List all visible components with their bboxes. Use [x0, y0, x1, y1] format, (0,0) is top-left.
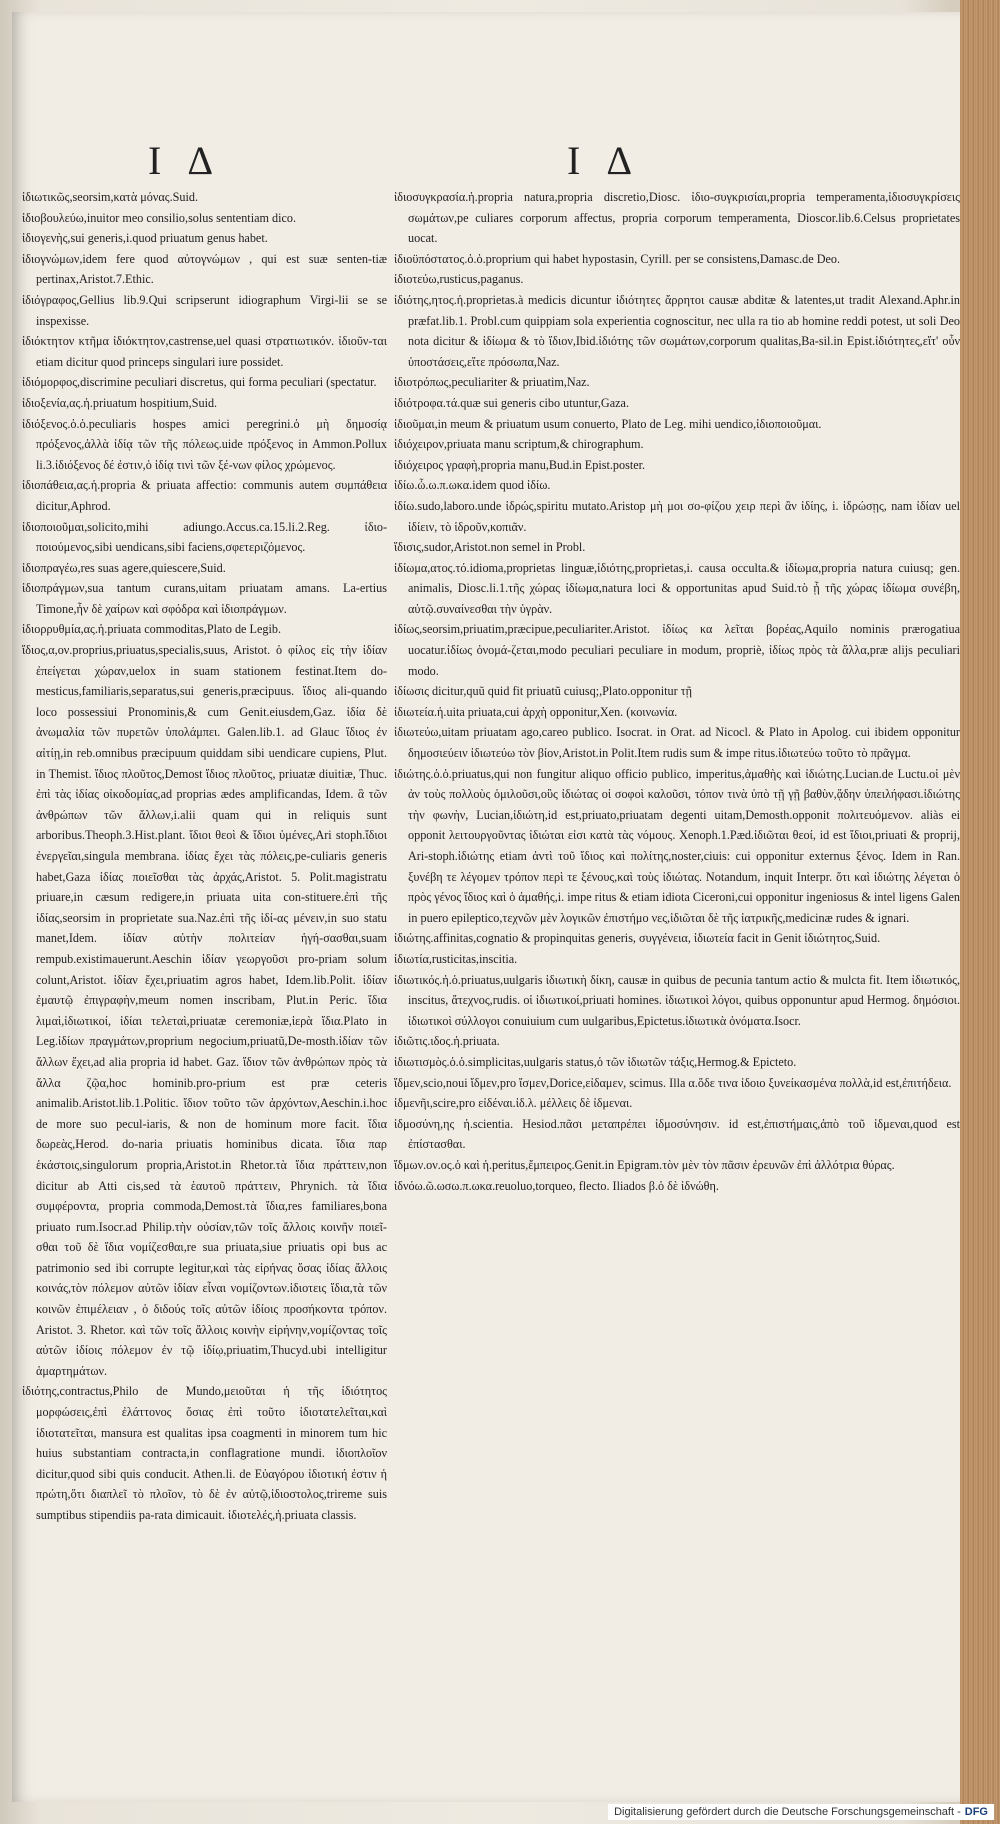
dictionary-entry: ἰδίωσις dicitur,quũ quid fit priuatũ cuiusq;,Plato.opponitur τῇ: [394, 684, 692, 699]
dictionary-entry: ἰδιοτρόπως,peculiariter & priuatim,Naz.: [394, 375, 590, 390]
right-column: [394, 187, 960, 1617]
dictionary-entry: ἰδιοϋπόστατος.ὁ.ὁ.proprium qui habet hypostasin, Cyrill. per se consistens,Damasc.de Deo.: [394, 251, 841, 266]
dictionary-entry: ἰδιώτης.ὁ.ὁ.priuatus,qui non fungitur aliquo officio publico, imperitus,ἀμαθὴς καὶ ἰδιώτης.Lucian.de Luctu.οἱ μὲν ἀν τοὺς πολλοὺς ὁμιλοῦσι,οὓς ἰδιώτας οἱ σοφοὶ καλοῦσι, τόπον τινὰ ὑπὸ τῇ γῇ βαθὺν,ᾅδην ὑπειλήφασι.ἰδιώτης τὴν φωνὴν, Lucian,ἰδιώτη,id est,priuato,priuatam degenti uitam,Demosth.opponit πολιτευόμενον. aliàs ei opponit λειτουργοῦντας ἰδιώται εἰσι κατὰ τὰς νόμους. Xenoph.1.Pæd.ἰδιῶται θεοί, id est ἴδιοι,priuati & proprij, Ari-stoph.ἰδιώτης etiam ἀντὶ τοῦ ἴδιος καὶ πολίτης,noster,ciuis: cui opponitur externus ξένος. Idem in Ran. ξυνέβη τε λέγομεν τρόπον περὶ τε ξένους,καὶ τοὺς ἰδιώτας. Notandum, inquit Interpr. ὅτι καὶ ἰδιώτης λέγεται ὁ πρὸς γένος ἴδιος καὶ ὁ ἀμαθής,i. impe ritus & etiam idiota Ciceroni,cui opponitur ingeniosus & intel ligens Galen in puero epileptico,τεχνῶν μὲν λογικῶν ἐπιστήμο νες,ἰδιῶται δὲ τῆς ἰατρικῆς,medicinæ rudes & ignari.: [394, 766, 960, 925]
dictionary-entry: ἴδιος,α,ον.proprius,priuatus,specialis,suus, Aristot. ὁ φίλος εἰς τὴν ἰδίαν ἐπείγεται χώραν,uelox in suam stationem festinat.Item do-mesticus,familiaris,separatus,sui generis,præcipuus. ἴδιος ali-quando loco possessiui Pronominis,& cum Genit.eiusdem,Gaz. ἰδία δὲ ἀνωμαλία τῶν πυρετῶν ὑπολάμπει. Galen.lib.1. ad Glauc ἴδιος ἐν αἰτίῃ,in reb.omnibus præcipuum quiddam sibi uendicare cupiens, Plut. in Themist. ἴδιος πλοῦτος,Demost ἴδιος πλοῦτος, priuatæ diuitiæ, Thuc. ἐπὶ τὰς ἰδίας οἰκοδομίας,ad proprias ædes amplificandas, Idem. ἃ τῶν ἀνθρώπων τῶν ἄλλων,i.alii quam qui in reliquis sunt arboribus.Theoph.3.Hist.plant. ἴδιοι θεοὶ & ἴδιοι ὑμένες,Ari stoph.ἴδιοι ἐνεργεῖαι,singula membrana. ἰδίας ἔχει τὰς πόλεις,pe-culiaris generis habet,Gaza ἰδίας ποιεῖσθαι τὰς ἀρχάς,Aristot. 5. Polit.magistratu priuare,in cæsum redigere,in priuata uita con-stituere.ἐπὶ τῆς ἰδίας,seorsim in proprietate sua.Naz.ἐπὶ τῆς ἰδί-ας μένειν,in suo statu manet,Idem. ἰδίαν αὐτὴν πολιτείαν ἡγή-σασθαι,suam rempub.existimauerunt.Aeschin ἰδίαν γεωργοῦσι pro-priam solum colunt,Aristot. ἰδίαν ἔχει,priuatim agros habet, Idem.lib.Polit. ἰδίαν ἐμαυτῷ ἐπιγραφὴν,meum nomen inscribam, Plut.in Peric. ἴδια λιμαὶ,ἰδιωτικοί, ἰδίαι τελεταὶ,priuatæ ceremoniæ,ἱερὰ ἴδια.Plato in Leg.ἰδίων πραγμάτων,proprium negocium,priuatũ,De-mosth.ἰδίαν τῶν ἄλλων ἔχει,ad alia propria id habet. Gaz. ἴδιον τῶν ἀνθρώπων πρὸς τὰ ἄλλα ζῷα,hoc hominib.pro-prium est præ ceteris animalib.Aristot.lib.1.Politic. ἴδιον τοῦτο τῶν ἀρχόντων,Aeschin.i.hoc de more suo pecul-iaris, & non de hominum more facit. ἴδια δωρεὰς,Herod. do-naria priuatis hominibus dicata. ἴδια παρ ἑκάστοις,singulorum propria,Aristot.in Rhetor.τὰ ἴδια πράττειν,non dicitur ab Atti cis,sed τὰ ἑαυτοῦ πράττειν, Phrynich. τὰ ἴδια συμφέροντα, propria commoda,Demost.τὰ ἴδια,res familiares,bona priuato rum.Isocr.ad Philip.τὴν οὐσίαν,τῶν τοῖς ἄλλοις κοινῆν ποιεῖ-σθαι τοῦ δὲ ἴδια νομίζεσθαι,re sua priuata,siue priuatis opi bus ac patrimonio sed ibi corrupte legitur,καὶ τὰς εἰρήνας ὅσας ἰδίας ἄλλοις κοινάς,τὸν πόλεμον αὐτῶν ἰδίαν εἶναι νομίζοντων.ἰδιοτεις ἴδια,τὰ τῶν κοινῶν ἐπιμέλειαν , ὁ διδούς τοῖς αὐτῶν ἰδίοις προσήκοντα τρόπον. Aristot. 3. Rhetor. καὶ τῶν τοῖς ἄλλοις κοινὴν εἰρήνην,νομίζοντας τοῖς αὐτῶν ἰδίοις πόλεμον ἐν τῷ ἰδίῳ,priuatim,Thucyd.ubi intelligitur ἁμαρτημάτων.: [22, 643, 387, 1378]
dictionary-entry: ἰδίωμα,ατος.τό.idioma,proprietas linguæ,ἰδιότης,proprietas,i. causa occulta.& ἰδίωμα,propria natura cuiusq; gen. animalis, Diosc.li.1.τῆς χώρας ἰδίωμα,natura loci & opportunitas apud Suid.τὸ ᾗ τῆς χώρας ἰδίωμα συνέβη, αὐτῷ.συναίνεσθαι τὴν ὑγρὰν.: [394, 560, 960, 616]
running-head-left: I Δ: [148, 138, 222, 183]
dictionary-entry: ἴδμεν,scio,noui ἴδμεν,pro ἴσμεν,Dorice,εἰδαμεν, scimus. Illa α.ὅδε τινα ἰδοιο ξυνείκασμένα πολλὰ,id est,ἐπιτήδεια.: [394, 1075, 952, 1090]
book-page: [12, 12, 960, 1802]
dictionary-entry: ἰδιόχειρος γραφὴ,propria manu,Bud.in Epist.poster.: [394, 457, 646, 472]
dictionary-entry: ἰδιωτία,rusticitas,inscitia.: [394, 951, 518, 966]
book-fore-edge: [960, 0, 1000, 1824]
dictionary-entry: ἰδιοπραγέω,res suas agere,quiescere,Suid.: [22, 560, 226, 575]
dictionary-entry: ἰδίως,seorsim,priuatim,præcipue,peculiariter.Aristot. ἰδίως κα λεῖται βορέας,Aquilo nominis prærogatiua uocatur.ἰδίως ὀνομά-ζεται,modo peculiari peculiare in modum, propriè, ἰδίως πρὸς τὰ ἄλλα,præ alijs peculiari modo.: [394, 622, 960, 678]
dictionary-entry: ἰδιογνώμων,idem fere quod αὐτογνώμων , qui est suæ senten-tiæ pertinax,Aristot.7.Ethic.: [22, 251, 387, 287]
dictionary-entry: ἰδιῶτις.ιδος.ἡ.priuata.: [394, 1034, 500, 1049]
dictionary-entry: ἰδιοτεύω,rusticus,paganus.: [394, 272, 524, 287]
footer-text: Digitalisierung gefördert durch die Deutsche Forschungsgemeinschaft -: [614, 1806, 961, 1818]
dictionary-entry: ἰδιότροφα.τά.quæ sui generis cibo utuntur,Gaza.: [394, 395, 630, 410]
dictionary-entry: ἰδιόμορφος,discrimine peculiari discretus, qui forma peculiari (spectatur.: [22, 375, 377, 390]
dictionary-entry: ἰδιοξενία,ας.ἡ.priuatum hospitium,Suid.: [22, 395, 218, 410]
dictionary-entry: ἰδιοσυγκρασία.ἡ.propria natura,propria discretio,Diosc. ἰδιο-συγκρισίαι,propria temperamenta,ἰδιοσυγκρίσεις σωμάτων,pe culiares corporum affectus, propria corporum temperamenta, Dioscor.lib.6.Celsus proprietates uocat.: [394, 190, 960, 246]
dictionary-entry: ἴδμων.ον.ος.ὁ καὶ ἡ.peritus,ἔμπειρος.Genit.in Epigram.τὸν μὲν τὸν πᾶσιν ἐρευνῶν ἐπὶ ἀλλότρια θύρας.: [394, 1157, 895, 1172]
dictionary-entry: ἰδιωτεύω,uitam priuatam ago,careo publico. Isocrat. in Orat. ad Nicocl. & Plato in Apolog. cui ibidem opponitur δημοσιεύειν ἰδιωτεύω τὸν βίον,Aristot.in Polit.Item rudis sum & impe ritus.ἰδιωτεύω τοῦτο τὸ πρᾶγμα.: [394, 725, 960, 761]
running-head-right: I Δ: [567, 138, 641, 183]
dictionary-entry: ἰδιώτης.affinitas,cognatio & propinquitas generis, συγγένεια, ἰδιωτεία facit in Genit ἰδιώτητος,Suid.: [394, 931, 881, 946]
dictionary-entry: ἰδιόκτητον κτῆμα ἰδιόκτητον,castrense,uel quasi στρατιωτικόν. ἰδιοῦν-ται etiam dicitur quod princeps singulari iure possidet.: [22, 334, 387, 369]
dictionary-entry: ἰδιοπράγμων,sua tantum curans,uitam priuatam amans. La-ertius Timone,ἦν δὲ χαίρων καὶ σφόδρα καὶ ἰδιοπράγμων.: [22, 581, 387, 616]
dictionary-entry: ἰδιότης,ητος.ἡ.proprietas.à medicis dicuntur ἰδιότητες ἄρρητοι causæ abditæ & latentes,ut tradit Alexand.Aphr.in præfat.lib.1. Probl.cum quippiam sola experientia cognoscitur, nec ulla ra tio ab homine reddi potest, ut soli Deo nota dicitur & ἰδίωμα & τὸ ἴδιον,Ibid.ἰδιότης τῶν σωμάτων,corporum qualitas,Ba-sil.in Epist.ἰδιότητες,εἴτ' οὖν ὑποστάσεις,εἴτε πρόσωπα,Naz.: [394, 292, 960, 369]
funding-footer: [608, 1804, 994, 1820]
dictionary-entry: ἰδιοβουλεύω,inuitor meo consilio,solus sententiam dico.: [22, 210, 297, 225]
dictionary-entry: ἰδιοῦμαι,in meum & priuatum usum conuerto, Plato de Leg. mihi uendico,ἰδιοποιοῦμαι.: [394, 416, 822, 431]
dfg-logo: DFG: [964, 1806, 988, 1818]
dictionary-entry: ἰδμοσύνη,ης ἡ.scientia. Hesiod.πᾶσι μεταπρέπει ἰδμοσύνησιν. id est,ἐπιστήμαις,ἀπὸ τοῦ ἰδμεναι,quod est ἐπίστασθαι.: [394, 1116, 960, 1152]
dictionary-entry: ἰδμενῆι,scire,pro εἰδέναι.ἰδ.λ. μέλλεις δὲ ἰδμεναι.: [394, 1096, 633, 1111]
dictionary-entry: ἰδιωτισμὸς.ὁ.ὁ.simplicitas,uulgaris status,ὁ τῶν ἰδιωτῶν τάξις,Hermog.& Epicteto.: [394, 1054, 797, 1069]
dictionary-entry: ἰδνόω.ῶ.ωσω.π.ωκα.reuoluo,torqueo, flecto. Iliados β.ὁ δὲ ἰδνώθη.: [394, 1178, 719, 1193]
dictionary-entry: ἰδιοπάθεια,ας.ἡ.propria & priuata affectio: communis autem συμπάθεια dicitur,Aphrod.: [22, 478, 387, 513]
dictionary-entry: ἴδισις,sudor,Aristot.non semel in Probl.: [394, 540, 586, 555]
dictionary-entry: ἰδιογενὴς,sui generis,i.quod priuatum genus habet.: [22, 231, 268, 246]
dictionary-entry: ἰδιόξενος.ὁ.ὁ.peculiaris hospes amici peregrini.ὁ μὴ δημοσίᾳ πρόξενος,ἀλλὰ ἰδίᾳ τῶν τῆς πόλεως.uide πρόξενος in Ammon.Pollux li.3.ἰδιόξενος δέ ἐστιν,ὁ ἰδίᾳ τινὶ τῶν ξέ-νων φίλος χρώμενος.: [22, 416, 387, 472]
dictionary-entry: ἰδίω.sudo,laboro.unde ἱδρώς,spiritu mutato.Aristop μὴ μοι σο-φίζου χειρ περὶ ἂν ἰδίης, i. ἱδρώσῃς, nam ἰδίαν uel ἰδίειν, τὸ ἱδροῦν,κοπιᾶν.: [394, 498, 960, 534]
dictionary-entry: ἰδιωτικός.ἡ.ὁ.priuatus,uulgaris ἰδιωτικὴ δίκη, causæ in quibus de pecunia tantum actio & mulcta fit. Item ἰδιωτικός, inscitus, ἄτεχνος,rudis. οἱ ἰδιωτικοί,priuati homines. ἰδιωτικοὶ λόγοι, quibus opponuntur apud Hermog. δημόσιοι. ἰδιωτικοὶ σύλλογοι conuiuium cum uulgaribus,Epictetus.ἰδιωτικὰ ὀνόματα.Isocr.: [394, 972, 960, 1028]
dictionary-entry: ἰδιότης,contractus,Philo de Mundo,μειοῦται ἡ τῆς ἰδιότητος μορφώσεις,ἐπὶ ἐλάττονος ὅσιας ἐπὶ τοῦτο ἰδιοτατελεῖται,καὶ ἰδιοτατεῖται, mansura est qualitas ipsa coagmenti in minorem tum hic huius substantiam contracta,in conflagratione mundi. ἰδιοπλοῖον dicitur,quod sibi quis conducit. Athen.li. de Εὐαγόρου ἰδιοτική ἐστιν ἡ πρώτη,ὅτι διαπλεῖ τὸ πλοῖον, τὸ δὲ ἐν αὐτῷ,ἰδιοστολος,trireme suis sumptibus stipendiis pa-rata dimicauit. ἰδιοτελές,ἡ.priuata classis.: [22, 1384, 387, 1522]
dictionary-entry: ἰδιόχειρον,priuata manu scriptum,& chirographum.: [394, 437, 644, 452]
dictionary-entry: ἰδιόγραφος,Gellius lib.9.Qui scripserunt idiographum Virgi-lii se se inspexisse.: [22, 292, 387, 328]
dictionary-entry: ἰδιωτεία.ἡ.uita priuata,cui ἀρχὴ opponitur,Xen. (κοινωνία.: [394, 704, 678, 719]
dictionary-entry: ἰδιοποιοῦμαι,solicito,mihi adiungo.Accus.ca.15.li.2.Reg. ἰδιο-ποιούμενος,sibi uendicans,sibi faciens,σφετεριζόμενος.: [22, 519, 387, 555]
dictionary-entry: ἰδίω.ὦ.ω.π.ωκα.idem quod ἰδίω.: [394, 478, 551, 493]
dictionary-entry: ἰδιορρυθμία,ας.ἡ.priuata commoditas,Plato de Legib.: [22, 622, 281, 637]
left-column: [22, 187, 387, 1587]
dictionary-entry: ἰδιωτικῶς,seorsim,κατὰ μόνας.Suid.: [22, 190, 199, 204]
